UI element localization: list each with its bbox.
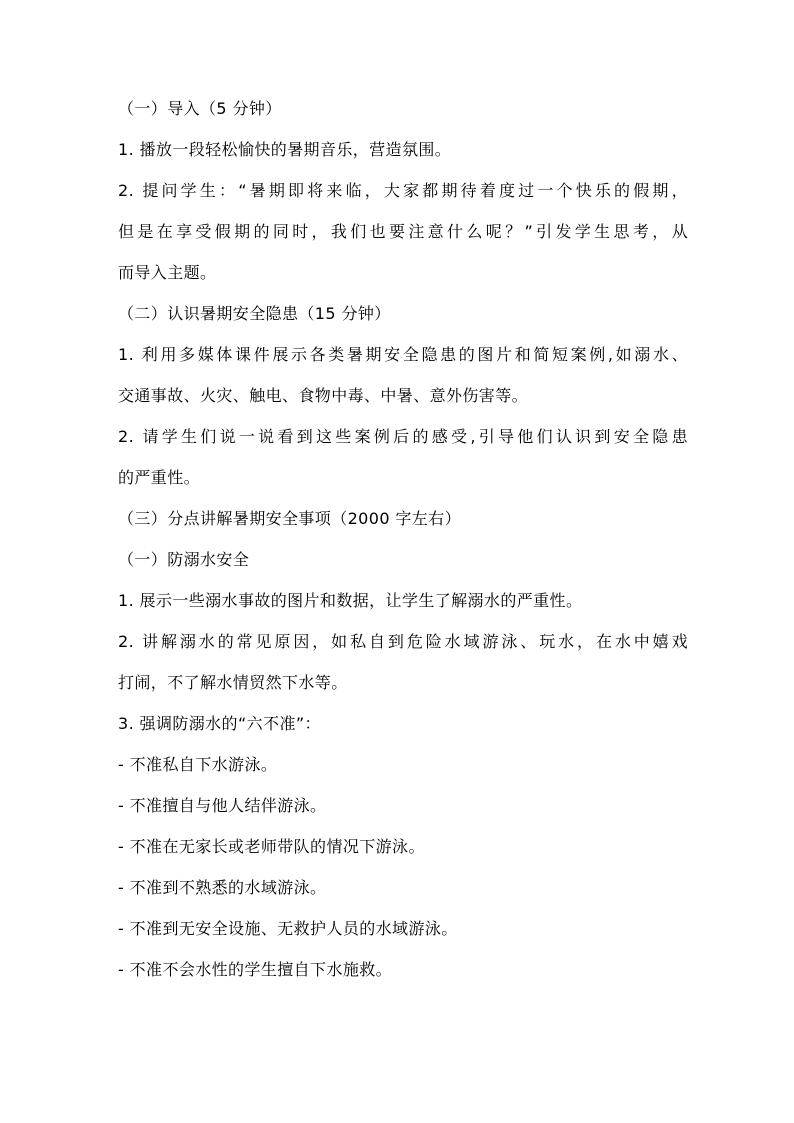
- list-item: - 不准到不熟悉的水域游泳。: [118, 878, 327, 897]
- paragraph-line: 1. 展示一些溺水事故的图片和数据，让学生了解溺水的严重性。: [118, 591, 583, 610]
- paragraph-line: 但是在享受假期的同时，我们也要注意什么呢？”引发学生思考，从: [118, 222, 688, 241]
- list-item: - 不准在无家长或老师带队的情况下游泳。: [118, 837, 425, 856]
- list-item: - 不准到无安全设施、无救护人员的水域游泳。: [118, 919, 458, 938]
- paragraph-line: 2. 讲解溺水的常见原因，如私自到危险水域游泳、玩水，在水中嬉戏: [118, 632, 688, 651]
- paragraph-line: 2. 请学生们说一说看到这些案例后的感受,引导他们认识到安全隐患: [118, 427, 688, 446]
- paragraph-line: 3. 强调防溺水的“六不准”：: [118, 714, 321, 733]
- paragraph-line: 打闹，不了解水情贸然下水等。: [118, 673, 348, 692]
- section-heading-safety-items: （三）分点讲解暑期安全事项（2000 字左右）: [118, 509, 462, 528]
- paragraph-line: 1. 利用多媒体课件展示各类暑期安全隐患的图片和简短案例,如溺水、: [118, 345, 688, 364]
- paragraph-line: 交通事故、火灾、触电、食物中毒、中暑、意外伤害等。: [118, 386, 529, 405]
- subsection-heading-drowning: （一）防溺水安全: [118, 550, 250, 569]
- paragraph-line: 1. 播放一段轻松愉快的暑期音乐，营造氛围。: [118, 140, 452, 159]
- paragraph-line: 2. 提问学生：“暑期即将来临，大家都期待着度过一个快乐的假期，: [118, 181, 688, 200]
- list-item: - 不准私自下水游泳。: [118, 755, 278, 774]
- document-body: [118, 99, 688, 1001]
- section-heading-intro: （一）导入（5 分钟）: [118, 99, 282, 118]
- paragraph-line: 的严重性。: [118, 468, 201, 487]
- list-item: - 不准不会水性的学生擅自下水施救。: [118, 960, 393, 979]
- section-heading-hazards: （二）认识暑期安全隐患（15 分钟）: [118, 304, 391, 323]
- paragraph-line: 而导入主题。: [118, 263, 217, 282]
- list-item: - 不准擅自与他人结伴游泳。: [118, 796, 327, 815]
